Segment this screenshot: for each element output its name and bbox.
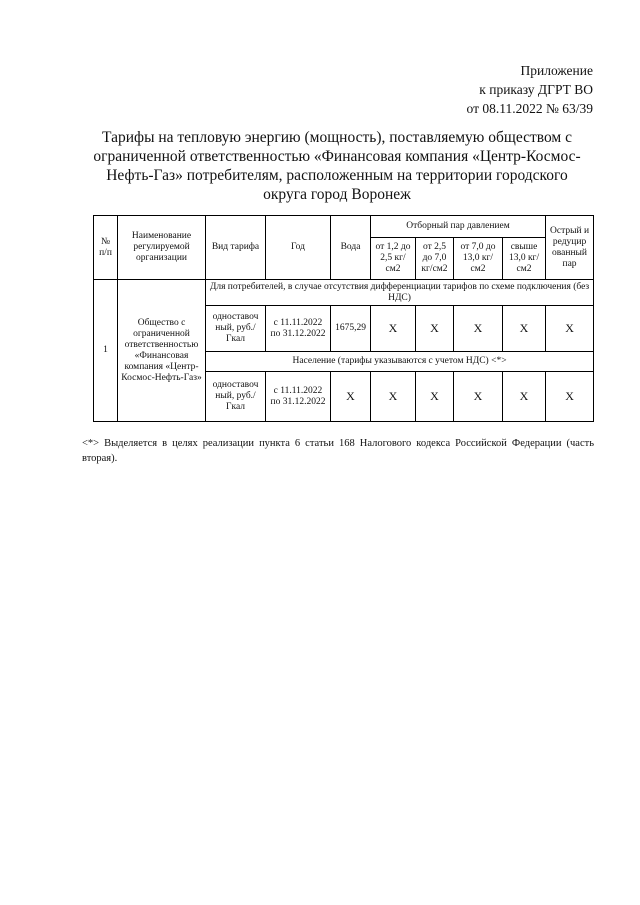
steam-value-population-1: Х xyxy=(371,372,416,422)
header-tariff-type: Вид тарифа xyxy=(206,216,266,280)
header-org: Наименование регулируемой организации xyxy=(118,216,206,280)
document-title: Тарифы на тепловую энергию (мощность), поставляемую обществом с ограниченной ответственностью «Финансовая компания «Центр-Космос-Нефть-Газ» потребителям, расположенным на территории городского округа город Воронеж xyxy=(93,129,581,203)
footnote: <*> Выделяется в целях реализации пункта 6 статьи 168 Налогового кодекса Российской Федерации (часть вторая). xyxy=(82,438,594,464)
header-steam-col-4: свыше 13,0 кг/см2 xyxy=(503,238,546,280)
header-steam-col-3: от 7,0 до 13,0 кг/см2 xyxy=(454,238,503,280)
header-year: Год xyxy=(266,216,331,280)
header-sharp-steam: Острый и редуцир ованный пар xyxy=(546,216,594,280)
header-steam-col-2: от 2,5 до 7,0 кг/см2 xyxy=(416,238,454,280)
header-water: Вода xyxy=(331,216,371,280)
header-steam: Отборный пар давлением xyxy=(371,216,546,238)
water-value-general: 1675,29 xyxy=(331,306,371,352)
appendix-line-1: Приложение xyxy=(520,63,593,78)
steam-value-general-4: Х xyxy=(503,306,546,352)
sharp-value-population: Х xyxy=(546,372,594,422)
steam-value-general-2: Х xyxy=(416,306,454,352)
steam-value-population-4: Х xyxy=(503,372,546,422)
period-population: с 11.11.2022 по 31.12.2022 xyxy=(266,372,331,422)
appendix-line-3: от 08.11.2022 № 63/39 xyxy=(466,101,593,116)
appendix-line-2: к приказу ДГРТ ВО xyxy=(479,82,593,97)
tariff-table xyxy=(93,215,594,422)
tariff-type-population: одноставоч ный, руб./Гкал xyxy=(206,372,266,422)
steam-value-population-3: Х xyxy=(454,372,503,422)
row-num: 1 xyxy=(94,280,118,422)
water-value-population: Х xyxy=(331,372,371,422)
steam-value-population-2: Х xyxy=(416,372,454,422)
appendix-header xyxy=(467,61,593,118)
section-label-general: Для потребителей, в случае отсутствия дифференциации тарифов по схеме подключения (без НДС) xyxy=(206,280,594,306)
period-general: с 11.11.2022 по 31.12.2022 xyxy=(266,306,331,352)
steam-value-general-1: Х xyxy=(371,306,416,352)
header-steam-col-1: от 1,2 до 2,5 кг/см2 xyxy=(371,238,416,280)
sharp-value-general: Х xyxy=(546,306,594,352)
row-org: Общество с ограниченной ответственностью «Финансовая компания «Центр-Космос-Нефть-Газ» xyxy=(118,280,206,422)
section-label-population: Население (тарифы указываются с учетом НДС) <*> xyxy=(206,352,594,372)
header-num: № п/п xyxy=(94,216,118,280)
steam-value-general-3: Х xyxy=(454,306,503,352)
tariff-type-general: одноставоч ный, руб./Гкал xyxy=(206,306,266,352)
